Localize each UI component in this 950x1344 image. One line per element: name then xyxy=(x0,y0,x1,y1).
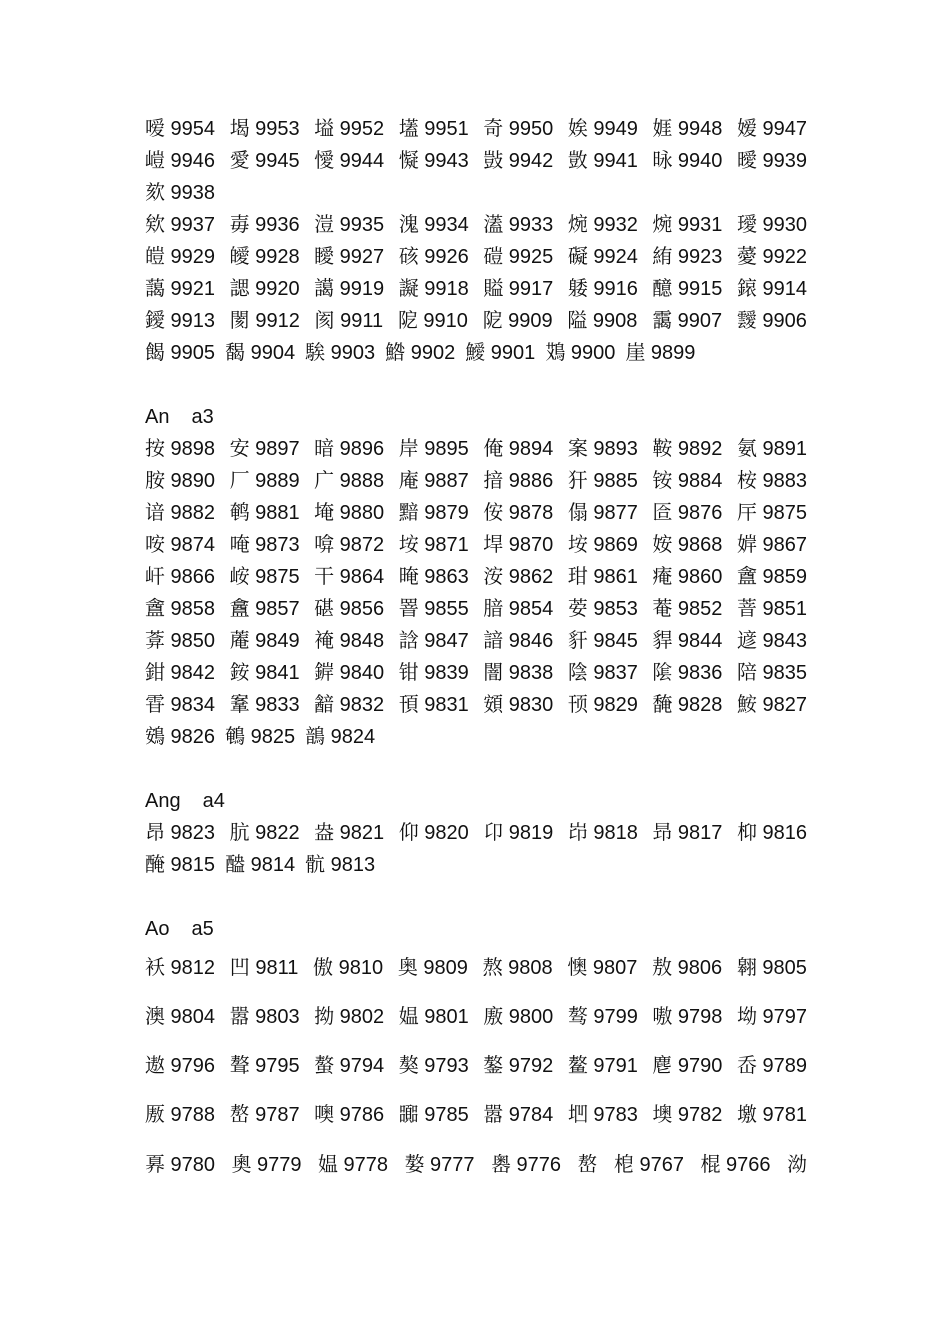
text-line xyxy=(145,1051,807,1081)
section-code: a5 xyxy=(191,918,214,940)
char-entry: 鞍 9892 xyxy=(652,438,723,460)
char-entry: 壒 9951 xyxy=(398,118,469,140)
text-line xyxy=(145,594,807,624)
char-entry: 陪 9835 xyxy=(736,662,807,684)
char-entry: 欸 9937 xyxy=(145,214,216,236)
char-entry: 嶅 xyxy=(577,1154,598,1176)
char-entry: 奥 9809 xyxy=(397,957,468,979)
char-entry: 萻 9851 xyxy=(736,598,807,620)
section-heading xyxy=(145,914,214,944)
char-entry: 媪 9778 xyxy=(318,1154,389,1176)
char-entry: 泑 xyxy=(786,1154,807,1176)
char-entry: 昹 9940 xyxy=(652,150,723,172)
char-entry: 卬 9819 xyxy=(483,822,554,844)
text-line xyxy=(145,306,807,336)
pinyin-heading: Ao xyxy=(145,918,170,940)
char-entry: 阂 9911 xyxy=(314,310,384,332)
char-entry: 硋 9926 xyxy=(398,246,469,268)
char-entry: 懊 9807 xyxy=(567,957,638,979)
char-entry: 諰 9920 xyxy=(229,278,300,300)
char-entry: 厂 9889 xyxy=(229,470,300,492)
char-entry: 藹 9921 xyxy=(145,278,216,300)
text-line xyxy=(145,1100,807,1130)
char-entry: 埯 9880 xyxy=(314,502,385,524)
char-entry: 鹌 9881 xyxy=(229,502,300,524)
char-entry: 俺 9894 xyxy=(483,438,554,460)
section-code: a3 xyxy=(191,406,214,428)
char-entry: 垾 9870 xyxy=(483,534,554,556)
char-entry: 拗 9802 xyxy=(314,1006,385,1028)
char-entry: 匼 9876 xyxy=(652,502,723,524)
char-entry: 翱 9805 xyxy=(736,957,807,979)
char-entry: 揞 9886 xyxy=(483,470,554,492)
char-entry: 曖 9939 xyxy=(736,150,807,172)
char-entry: 垵 9871 xyxy=(398,534,469,556)
char-entry: 皧 9928 xyxy=(229,246,300,268)
text-line xyxy=(145,626,807,656)
char-entry: 犴 9885 xyxy=(567,470,638,492)
char-entry: 罯 9855 xyxy=(398,598,469,620)
char-entry: 墽 9781 xyxy=(736,1104,807,1126)
char-entry: 礙 9924 xyxy=(567,246,638,268)
char-entry: 聱 9795 xyxy=(229,1055,300,1077)
char-entry: 靉 9906 xyxy=(736,310,807,332)
char-entry: 醃 9815 xyxy=(145,854,216,876)
text-line xyxy=(145,210,807,240)
char-entry: 肮 9822 xyxy=(229,822,300,844)
char-entry: 袄 9812 xyxy=(145,957,216,979)
char-entry: 鴳 9826 xyxy=(145,726,216,748)
char-entry: 鴱 9900 xyxy=(545,342,616,364)
char-entry: 噢 9786 xyxy=(314,1104,385,1126)
char-entry: 螯 9794 xyxy=(314,1055,385,1077)
char-entry: 庵 9887 xyxy=(398,470,469,492)
char-entry: 騃 9903 xyxy=(305,342,376,364)
text-line xyxy=(145,434,807,464)
char-entry: 嚣 9784 xyxy=(483,1104,554,1126)
char-entry: 磑 9925 xyxy=(483,246,554,268)
char-entry: 澳 9804 xyxy=(145,1006,216,1028)
char-entry: 黯 9879 xyxy=(398,502,469,524)
text-line xyxy=(145,1150,807,1180)
char-entry: 枊 9816 xyxy=(736,822,807,844)
char-entry: 垵 9869 xyxy=(567,534,638,556)
text-line xyxy=(145,498,807,528)
char-entry: 瞹 9927 xyxy=(314,246,385,268)
char-entry: 鏊 9792 xyxy=(483,1055,554,1077)
char-entry: 焥 9932 xyxy=(567,214,638,236)
text-line xyxy=(145,658,807,688)
char-entry: 崖 9899 xyxy=(625,342,696,364)
char-entry: 干 9864 xyxy=(314,566,385,588)
char-entry: 菴 9852 xyxy=(652,598,723,620)
char-entry: 厈 9875 xyxy=(736,502,807,524)
char-entry: 唵 9873 xyxy=(229,534,300,556)
char-entry: 盫 9857 xyxy=(229,598,300,620)
char-entry: 誝 9847 xyxy=(398,630,469,652)
char-entry: 嶴 9776 xyxy=(491,1154,562,1176)
char-entry: 敖 9806 xyxy=(652,957,723,979)
char-entry: 棍 9766 xyxy=(700,1154,771,1176)
char-entry: 钳 9839 xyxy=(398,662,469,684)
char-entry: 絠 9923 xyxy=(652,246,723,268)
text-line xyxy=(145,242,807,272)
char-entry: 姲 9868 xyxy=(652,534,723,556)
char-entry: 溰 9935 xyxy=(314,214,385,236)
char-entry: 雸 9834 xyxy=(145,694,216,716)
char-entry: 頇 9831 xyxy=(398,694,469,716)
char-entry: 敱 9942 xyxy=(483,150,554,172)
char-entry: 峖 9875 xyxy=(229,566,300,588)
char-entry: 閡 9912 xyxy=(229,310,300,332)
char-entry: 錌 9840 xyxy=(314,662,385,684)
text-line xyxy=(145,953,807,983)
char-entry: 痷 9860 xyxy=(652,566,723,588)
char-entry: 阸 9909 xyxy=(482,310,553,332)
text-line xyxy=(145,850,807,880)
text-line xyxy=(145,530,807,560)
char-entry: 屽 9866 xyxy=(145,566,216,588)
char-entry: 嶅 9787 xyxy=(229,1104,300,1126)
char-entry: 嚻 9785 xyxy=(398,1104,469,1126)
char-entry: 傲 9810 xyxy=(313,957,384,979)
char-entry: 嫒 9947 xyxy=(736,118,807,140)
char-entry: 隂 9836 xyxy=(652,662,723,684)
char-entry: 腤 9854 xyxy=(483,598,554,620)
char-entry: 皚 9929 xyxy=(145,246,216,268)
char-entry: 鶕 9824 xyxy=(305,726,376,748)
char-entry: 侒 9878 xyxy=(483,502,554,524)
char-entry: 毐 9936 xyxy=(229,214,300,236)
text-line xyxy=(145,690,807,720)
char-entry: 奡 9780 xyxy=(145,1154,216,1176)
pinyin-heading: Ang xyxy=(145,790,181,812)
char-entry: 岇 9818 xyxy=(567,822,638,844)
char-entry: 媪 9801 xyxy=(398,1006,469,1028)
char-entry: 醠 9814 xyxy=(225,854,296,876)
char-entry: 陰 9837 xyxy=(567,662,638,684)
char-entry: 譪 9919 xyxy=(314,278,385,300)
char-entry: 桉 9883 xyxy=(736,470,807,492)
char-entry: 愛 9945 xyxy=(229,150,300,172)
text-line xyxy=(145,466,807,496)
char-entry: 馣 9828 xyxy=(652,694,723,716)
section-heading xyxy=(145,786,225,816)
char-entry: 垇 9783 xyxy=(567,1104,638,1126)
char-entry: 獒 9793 xyxy=(398,1055,469,1077)
char-entry: 嗷 9798 xyxy=(652,1006,723,1028)
char-entry: 梎 9767 xyxy=(613,1154,684,1176)
pinyin-heading: An xyxy=(145,406,170,428)
char-entry: 安 9897 xyxy=(229,438,300,460)
char-entry: 胺 9890 xyxy=(145,470,216,492)
char-entry: 懓 9944 xyxy=(314,150,385,172)
char-entry: 塧 9952 xyxy=(314,118,385,140)
char-entry: 岙 9789 xyxy=(736,1055,807,1077)
char-entry: 洝 9862 xyxy=(483,566,554,588)
char-entry: 氨 9891 xyxy=(736,438,807,460)
char-entry: 頞 9830 xyxy=(483,694,554,716)
char-entry: 咹 9874 xyxy=(145,534,216,556)
text-line xyxy=(145,722,807,752)
char-entry: 堨 9953 xyxy=(229,118,300,140)
char-entry: 嵦 9946 xyxy=(145,150,216,172)
text-line xyxy=(145,178,807,208)
char-entry: 韽 9832 xyxy=(314,694,385,716)
char-entry: 奧 9779 xyxy=(231,1154,302,1176)
char-entry: 賹 9917 xyxy=(483,278,554,300)
char-entry: 顸 9829 xyxy=(567,694,638,716)
char-entry: 鞌 9833 xyxy=(229,694,300,716)
char-entry: 墺 9782 xyxy=(652,1104,723,1126)
char-entry: 隘 9908 xyxy=(567,310,638,332)
char-entry: 嗳 9954 xyxy=(145,118,216,140)
char-entry: 貋 9844 xyxy=(652,630,723,652)
text-line xyxy=(145,818,807,848)
char-entry: 凹 9811 xyxy=(229,957,299,979)
char-entry: 麀 9790 xyxy=(652,1055,723,1077)
char-entry: 餲 9905 xyxy=(145,342,216,364)
char-entry: 骯 9813 xyxy=(305,854,376,876)
text-line xyxy=(145,338,807,368)
char-entry: 鳌 9791 xyxy=(567,1055,638,1077)
char-entry: 葊 9850 xyxy=(145,630,216,652)
char-entry: 豻 9845 xyxy=(567,630,638,652)
text-line xyxy=(145,562,807,592)
char-entry: 盦 9859 xyxy=(736,566,807,588)
char-entry: 娭 9949 xyxy=(567,118,638,140)
char-entry: 婩 9867 xyxy=(736,534,807,556)
text-line xyxy=(145,274,807,304)
char-entry: 鑀 9913 xyxy=(145,310,216,332)
char-entry: 晻 9863 xyxy=(398,566,469,588)
char-entry: 蓭 9849 xyxy=(229,630,300,652)
char-entry: 仰 9820 xyxy=(398,822,469,844)
char-entry: 薆 9922 xyxy=(736,246,807,268)
char-entry: 躷 9916 xyxy=(567,278,638,300)
char-entry: 濭 9933 xyxy=(483,214,554,236)
char-entry: 铵 9884 xyxy=(652,470,723,492)
char-entry: 熬 9808 xyxy=(482,957,553,979)
char-entry: 裺 9848 xyxy=(314,630,385,652)
char-entry: 譺 9918 xyxy=(398,278,469,300)
char-entry: 阸 9910 xyxy=(397,310,468,332)
section-heading xyxy=(145,402,214,432)
char-entry: 谙 9882 xyxy=(145,502,216,524)
char-entry: 按 9898 xyxy=(145,438,216,460)
char-entry: 傝 9877 xyxy=(567,502,638,524)
char-entry: 鱫 9901 xyxy=(465,342,536,364)
char-entry: 醷 9915 xyxy=(652,278,723,300)
char-entry: 案 9893 xyxy=(567,438,638,460)
char-entry: 坳 9797 xyxy=(736,1006,807,1028)
char-entry: 岸 9895 xyxy=(398,438,469,460)
char-entry: 靄 9907 xyxy=(652,310,723,332)
char-entry: 昂 9823 xyxy=(145,822,216,844)
char-entry: 闇 9838 xyxy=(483,662,554,684)
char-entry: 荌 9853 xyxy=(567,598,638,620)
char-entry: 嚣 9803 xyxy=(229,1006,300,1028)
text-line xyxy=(145,1002,807,1032)
char-entry: 馤 9904 xyxy=(225,342,296,364)
char-entry: 厫 9788 xyxy=(145,1104,216,1126)
char-entry: 啽 9872 xyxy=(314,534,385,556)
char-entry: 懝 9943 xyxy=(398,150,469,172)
text-line xyxy=(145,114,807,144)
char-entry: 欬 9938 xyxy=(145,182,216,204)
text-line xyxy=(145,146,807,176)
char-entry: 銨 9841 xyxy=(229,662,300,684)
char-entry: 焥 9931 xyxy=(652,214,723,236)
char-entry: 鉗 9842 xyxy=(145,662,216,684)
char-entry: 暗 9896 xyxy=(314,438,385,460)
section-code: a4 xyxy=(202,790,225,812)
char-entry: 嫯 9777 xyxy=(404,1154,475,1176)
char-entry: 諳 9846 xyxy=(483,630,554,652)
char-entry: 骜 9799 xyxy=(567,1006,638,1028)
char-entry: 鎄 9914 xyxy=(736,278,807,300)
char-entry: 奇 9950 xyxy=(483,118,554,140)
char-entry: 遃 9843 xyxy=(736,630,807,652)
char-entry: 溾 9934 xyxy=(398,214,469,236)
char-entry: 娾 9948 xyxy=(652,118,723,140)
char-entry: 璦 9930 xyxy=(736,214,807,236)
char-entry: 盦 9858 xyxy=(145,598,216,620)
char-entry: 遨 9796 xyxy=(145,1055,216,1077)
char-entry: 昻 9817 xyxy=(652,822,723,844)
char-entry: 鮟 9827 xyxy=(736,694,807,716)
char-entry: 廒 9800 xyxy=(483,1006,554,1028)
char-entry: 广 9888 xyxy=(314,470,385,492)
char-entry: 鵪 9825 xyxy=(225,726,296,748)
char-entry: 盎 9821 xyxy=(314,822,385,844)
char-entry: 鯦 9902 xyxy=(385,342,456,364)
char-entry: 碪 9856 xyxy=(314,598,385,620)
char-entry: 敳 9941 xyxy=(567,150,638,172)
char-entry: 玵 9861 xyxy=(567,566,638,588)
